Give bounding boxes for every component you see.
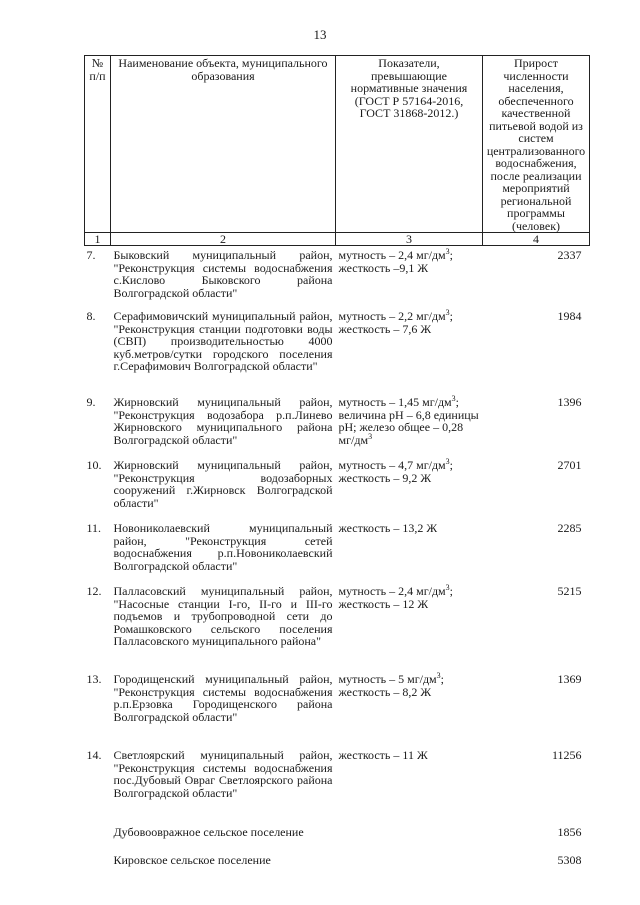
indicators: жесткость – 11 Ж xyxy=(338,748,428,762)
object-name: Жирновский муниципальный район, "Реконструкция водозаборных сооружений г.Жирновск Волгоградской области" xyxy=(113,458,333,510)
header-name: Наименование объекта, муниципального образования xyxy=(111,56,336,233)
row-number: 10. xyxy=(86,458,102,472)
table-row xyxy=(85,746,590,824)
table-row xyxy=(85,246,590,308)
population-growth: 2337 xyxy=(557,248,582,262)
header-growth: Прирост численности населения, обеспеченного качественной питьевой водой из систем централизованного водоснабжения, после реализации мероприятий региональной программы (человек) xyxy=(483,56,590,233)
empty-cell xyxy=(85,824,111,852)
indicators: мутность – 4,7 $мг/дм^3$; жесткость – 9,2 Ж xyxy=(338,457,453,485)
column-number: 2 xyxy=(111,233,336,246)
empty-cell xyxy=(336,824,483,852)
header-indicators: Показатели, превышающие нормативные значения (ГОСТ Р 57164-2016, ГОСТ 31868-2012.) xyxy=(336,56,483,233)
table-row xyxy=(85,456,590,519)
empty-cell xyxy=(85,852,111,874)
object-name: Новониколаевский муниципальный район, "Реконструкция сетей водоснабжения р.п.Новониколаевский Волгоградской области" xyxy=(113,521,333,573)
object-name: Быковский муниципальный район, "Реконструкция системы водоснабжения с.Кислово Быковского района Волгоградской области" xyxy=(113,248,333,300)
row-number: 11. xyxy=(86,521,102,535)
indicators: жесткость – 13,2 Ж xyxy=(338,521,438,535)
row-number: 14. xyxy=(86,748,102,762)
row-number: 7. xyxy=(86,248,96,262)
row-number: 12. xyxy=(86,584,102,598)
indicators: мутность – 1,45 $мг/дм^3$; величина pH – 6,8 единицы pH; железо общее – 0,28 $мг/дм^3$ xyxy=(338,394,479,447)
population-growth: 1369 xyxy=(557,672,582,686)
indicators: мутность – 2,4 $мг/дм^3$; жесткость – 12 Ж xyxy=(338,583,453,611)
subrow xyxy=(85,852,590,874)
column-number: 3 xyxy=(336,233,483,246)
object-name: Городищенский муниципальный район, "Реконструкция системы водоснабжения р.п.Ерзовка Городищенского района Волгоградской области" xyxy=(113,672,333,724)
table-row xyxy=(85,582,590,670)
object-name: Жирновский муниципальный район, "Реконструкция водозабора р.п.Линево Жирновского муниципального района Волгоградской области" xyxy=(113,395,333,447)
population-growth: 2701 xyxy=(557,458,582,472)
table-row xyxy=(85,519,590,582)
population-growth: 5215 xyxy=(557,584,582,598)
header-row xyxy=(85,56,590,233)
population-growth: 2285 xyxy=(557,521,582,535)
page-number: 13 xyxy=(313,27,327,42)
column-number-row xyxy=(85,233,590,246)
object-name: Светлоярский муниципальный район, "Реконструкция системы водоснабжения пос.Дубовый Овраг Светлоярского района Волгоградской области" xyxy=(113,748,333,800)
row-number: 13. xyxy=(86,672,102,686)
population-growth: 1856 xyxy=(557,825,582,839)
settlement-name: Кировское сельское поселение xyxy=(113,853,271,867)
table-row xyxy=(85,670,590,746)
population-growth: 5308 xyxy=(557,853,582,867)
object-name: Палласовский муниципальный район, "Насосные станции I-го, II-го и III-го подъемов и трубопроводной сети до Ромашковского сельского поселения Палласовского муниципального района" xyxy=(113,584,333,648)
row-number: 8. xyxy=(86,309,96,323)
table-row xyxy=(85,307,590,393)
column-number: 4 xyxy=(483,233,590,246)
indicators: мутность – 2,2 $мг/дм^3$; жесткость – 7,6 Ж xyxy=(338,308,453,336)
object-name: Серафимовичский муниципальный район, "Реконструкция станции подготовки воды (СВП) производительностью 4000 куб.метров/сутки городского поселения г.Серафимович Волгоградской области" xyxy=(113,309,333,373)
population-growth: 11256 xyxy=(551,748,582,762)
population-growth: 1984 xyxy=(557,309,582,323)
indicators: мутность – 2,4 $мг/дм^3$; жесткость –9,1 Ж xyxy=(338,247,453,275)
column-number: 1 xyxy=(85,233,111,246)
indicators: мутность – 5 $мг/дм^3$; жесткость – 8,2 Ж xyxy=(338,671,444,699)
empty-cell xyxy=(336,852,483,874)
settlement-name: Дубовоовражное сельское поселение xyxy=(113,825,304,839)
row-number: 9. xyxy=(86,395,96,409)
header-num: № п/п xyxy=(85,56,111,233)
water-supply-table xyxy=(84,55,590,874)
table-row xyxy=(85,393,590,456)
population-growth: 1396 xyxy=(557,395,582,409)
subrow xyxy=(85,824,590,852)
